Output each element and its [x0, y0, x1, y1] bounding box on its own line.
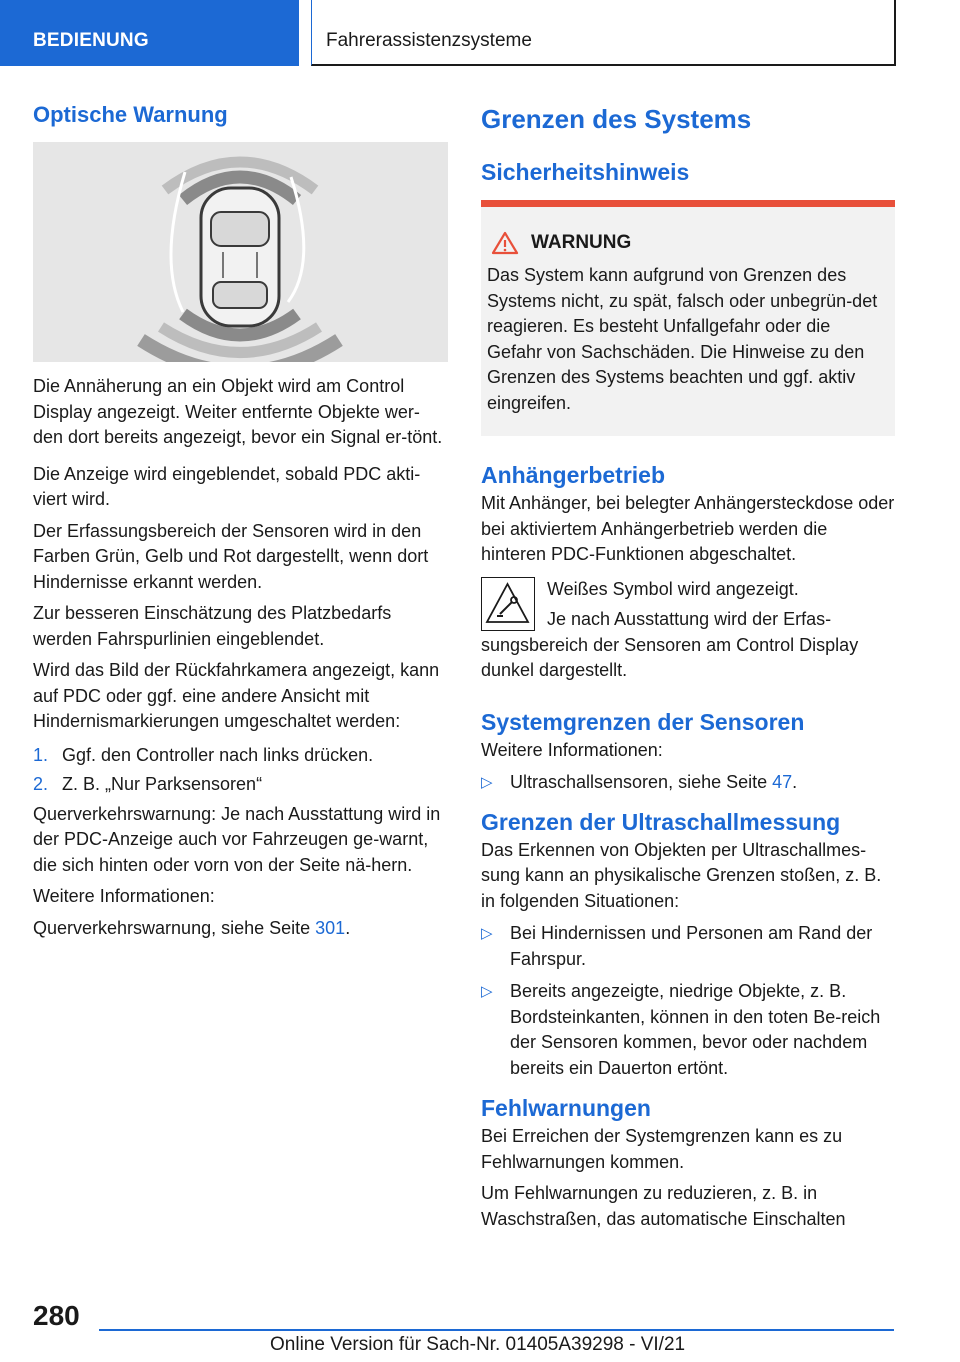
paragraph-rear-camera: Wird das Bild der Rückfahrkamera angezeigt, kann auf PDC oder ggf. eine andere Ansicht mit Hindernismarkierungen umgeschaltet werden:: [33, 660, 440, 731]
left-column: [33, 100, 448, 941]
steps-list: [33, 743, 448, 798]
cross-traffic-ref-text: Querverkehrswarnung, siehe Seite: [33, 917, 316, 938]
warning-header: [491, 231, 887, 255]
header-section-label: BEDIENUNG: [33, 30, 149, 51]
subheading-false-warnings: Fehlwarnungen: [481, 1095, 651, 1121]
paragraph-display-activation: Die Anzeige wird eingeblendet, sobald PDC akti-viert wird.: [33, 463, 421, 509]
step-item: [33, 743, 448, 769]
cross-traffic-ref-end: .: [345, 917, 351, 938]
trailer-symbol-block: [481, 577, 895, 684]
warning-title: WARNUNG: [531, 232, 632, 253]
list-item: [481, 921, 895, 972]
paragraph-lane-lines: Zur besseren Einschätzung des Platzbedarfs werden Fahrspurlinien eingeblendet.: [33, 603, 392, 649]
sensor-ref-list: [481, 770, 895, 796]
list-item: [481, 979, 895, 1081]
paragraph-cross-traffic: Querverkehrswarnung: Je nach Ausstattung wird in der PDC-Anzeige auch vor Fahrzeugen ge-warnt, die sich hinten oder vorn von der Seite nä-hern.: [33, 803, 441, 875]
situation-text: Bereits angezeigte, niedrige Objekte, z. B. Bordsteinkanten, können in den toten Be-reich der Sensoren kommen, bevor oder nachdem bereits ein Dauerton ertönt.: [510, 981, 881, 1078]
trailer-symbol-description: Je nach Ausstattung wird der Erfas-sungsbereich der Sensoren am Control Display dunkel dargestellt.: [481, 609, 859, 680]
paragraph-false-warnings: Bei Erreichen der Systemgrenzen kann es zu Fehlwarnungen kommen.: [481, 1126, 843, 1172]
paragraph-cross-traffic-ref: [33, 916, 448, 942]
footer-divider: [99, 1329, 894, 1331]
subheading-trailer-mode: Anhängerbetrieb: [481, 462, 666, 488]
triangle-bullet-icon: ▷: [481, 774, 493, 791]
paragraph-approach-display: Die Annäherung an ein Objekt wird am Control Display angezeigt. Weiter entfernte Objekte wer-den dort bereits angezeigt, bevor ein Signal er-tönt.: [33, 376, 443, 447]
section-heading-system-limits: Grenzen des Systems: [481, 104, 752, 134]
triangle-bullet-icon: ▷: [481, 983, 493, 1000]
page-number: 280: [33, 1300, 80, 1331]
step-number: 1.: [33, 744, 49, 765]
page-link-47[interactable]: 47: [772, 772, 793, 792]
warning-box: [481, 200, 895, 436]
paragraph-detection-colors: Der Erfassungsbereich der Sensoren wird in den Farben Grün, Gelb und Rot dargestellt, wenn dort Hindernisse erkannt werden.: [33, 520, 429, 592]
pdc-car-illustration: [33, 142, 448, 362]
pdc-display-figure: [33, 142, 448, 362]
warning-text: Das System kann aufgrund von Grenzen des Systems nicht, zu spät, falsch oder unbegrün-det reagieren. Es besteht Unfallgefahr oder die Gefahr von Sachschäden. Die Hinweise zu den Grenzen des Systems beachten und ggf. aktiv eingreifen.: [487, 265, 878, 413]
step-text: Z. B. „Nur Parksensoren“: [62, 774, 263, 794]
header-chapter-label: Fahrerassistenzsysteme: [326, 30, 532, 51]
header-chapter-box: [311, 0, 896, 66]
header-section-tab: [0, 0, 299, 66]
paragraph-ultrasonic-limits: Das Erkennen von Objekten per Ultraschallmes-sung kann an physikalische Grenzen stoßen, z. B. in folgenden Situationen:: [481, 839, 882, 911]
paragraph-more-info: Weitere Informationen:: [33, 886, 215, 906]
step-text: Ggf. den Controller nach links drücken.: [62, 744, 374, 765]
page-link-301[interactable]: 301: [315, 917, 346, 938]
paragraph-sensor-info: Weitere Informationen:: [481, 739, 663, 760]
ultrasonic-ref-text: Ultraschallsensoren, siehe Seite: [510, 772, 773, 792]
warning-triangle-icon: [491, 231, 519, 255]
section-heading-optical-warning: Optische Warnung: [33, 102, 228, 127]
footer-version-text: Online Version für Sach-Nr. 01405A39298 - VI/21: [270, 1334, 686, 1355]
paragraph-reduce-false-warnings: Um Fehlwarnungen zu reduzieren, z. B. in Waschstraßen, das automatische Einschalten: [481, 1183, 846, 1229]
trailer-symbol-shown: Weißes Symbol wird angezeigt.: [547, 578, 799, 599]
step-item: [33, 772, 448, 798]
triangle-bullet-icon: ▷: [481, 925, 493, 942]
list-item: [481, 770, 895, 796]
trailer-symbol-icon: [481, 577, 535, 631]
paragraph-trailer-mode: Mit Anhänger, bei belegter Anhängersteckdose oder bei aktiviertem Anhängerbetrieb werden die hinteren PDC-Funktionen abgeschaltet.: [481, 493, 895, 564]
subheading-sensor-limits: Systemgrenzen der Sensoren: [481, 708, 805, 735]
right-column: [481, 100, 895, 1232]
subheading-safety-note: Sicherheitshinweis: [481, 159, 690, 185]
subheading-ultrasonic-limits: Grenzen der Ultraschallmessung: [481, 808, 841, 835]
situations-list: [481, 921, 895, 1081]
ultrasonic-ref-end: .: [792, 772, 798, 792]
situation-text: Bei Hindernissen und Personen am Rand der Fahrspur.: [510, 923, 873, 969]
step-number: 2.: [33, 774, 49, 794]
